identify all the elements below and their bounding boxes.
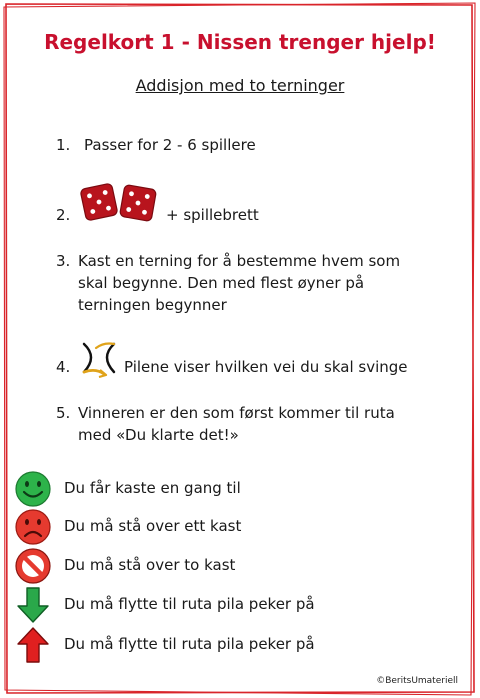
step-number: 5. [56,404,71,422]
step-line: Vinneren er den som først kommer til ruta [78,404,395,422]
arrow-down-icon [14,586,52,624]
step-number: 4. [56,358,71,376]
step-line: Kast en terning for å bestemme hvem som [78,252,401,270]
happy-face-icon [14,470,52,508]
rule-row [14,547,454,585]
step-number: 2. [56,206,71,224]
step-text: Pilene viser hvilken vei du skal svinge [124,358,408,376]
rule-row [14,626,454,664]
card-subtitle: Addisjon med to terninger [135,76,345,95]
rule-text: Du må flytte til ruta pila peker på [64,595,315,613]
dice-icon [80,183,160,227]
step-line: terningen begynner [78,296,227,314]
step-line: skal begynne. Den med flest øyner på [78,274,365,292]
arrow-up-icon [14,626,52,664]
rule-text: Du må stå over to kast [64,556,236,574]
rule-row [14,508,454,546]
card-title: Regelkort 1 - Nissen trenger hjelp! [44,30,436,54]
curved-arrows-icon [80,340,120,382]
copyright: ©BeritsUmateriell [376,676,458,686]
step-text: + spillebrett [166,206,259,224]
rule-text: Du må stå over ett kast [64,517,242,535]
rule-text: Du må flytte til ruta pila peker på [64,635,315,653]
no-entry-icon [14,547,52,585]
step-text [78,402,395,446]
step-text [78,250,400,316]
step-number: 3. [56,252,71,270]
step-line: med «Du klarte det!» [78,426,239,444]
step-number: 1. [56,136,71,154]
rule-text: Du får kaste en gang til [64,479,241,497]
step-text: Passer for 2 - 6 spillere [84,136,256,154]
rule-row [14,470,454,508]
sad-face-icon [14,508,52,546]
rule-row [14,586,454,624]
